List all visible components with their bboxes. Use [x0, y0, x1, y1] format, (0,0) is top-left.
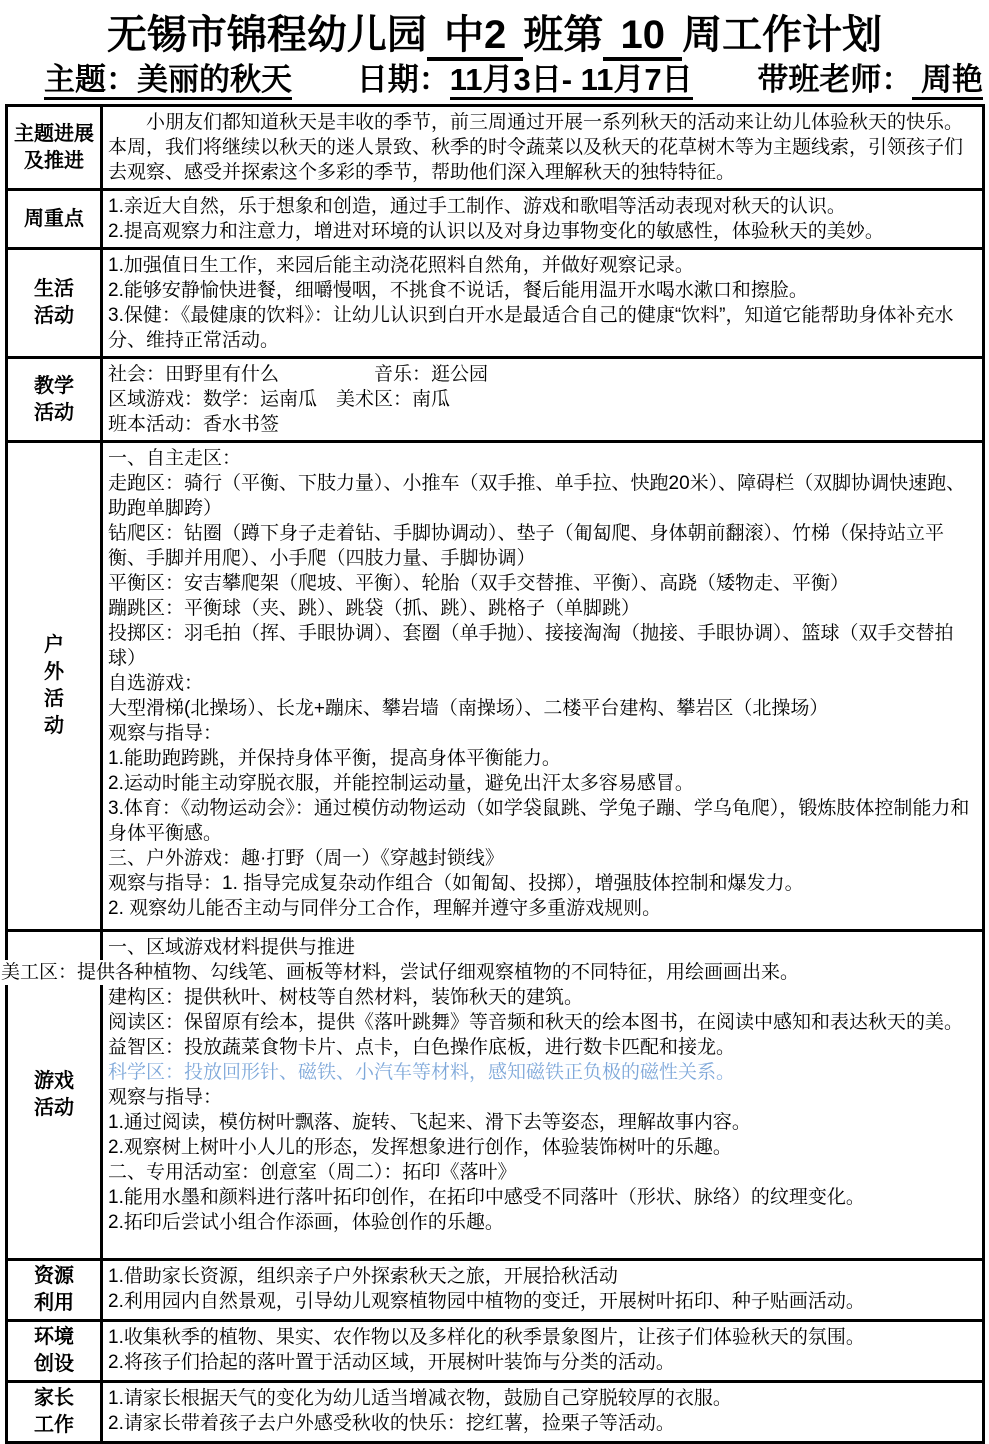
row-label-parents — [8, 1383, 103, 1441]
content-line: 2.观察树上树叶小人儿的形态，发挥想象进行创作，体验装饰树叶的乐趣。 — [108, 1137, 732, 1158]
row-label-week-focus — [8, 191, 103, 247]
table-row-game — [1, 929, 982, 1258]
underlined-text: 中2 — [427, 13, 523, 61]
content-line: 建构区：提供秋叶、树枝等自然材料，装饰秋天的建筑。 — [108, 987, 584, 1008]
row-content-game — [1, 932, 982, 1258]
row-content-environment — [103, 1322, 982, 1380]
content-line: 区域游戏：数学：运南瓜 美术区：南瓜 — [108, 389, 451, 410]
text-part: 班第 — [523, 13, 604, 57]
row-label-line: 家长 — [34, 1387, 74, 1409]
row-label-line: 外 — [44, 661, 64, 683]
content-line: 大型滑梯(北操场）、长龙+蹦床、攀岩墙（南操场）、二楼平台建构、攀岩区（北操场） — [108, 698, 829, 719]
text-part: 日期： — [356, 62, 450, 97]
row-label-line: 活动 — [34, 1097, 74, 1119]
row-label-teaching — [8, 359, 103, 440]
underlined-text: 周艳 — [912, 62, 983, 100]
content-line: 钻爬区：钻圈（蹲下身子走着钻、手脚协调动）、垫子（匍匐爬、身体朝前翻滚）、竹梯（保持站立平衡、手脚并用爬）、小手爬（四肢力量、手脚协调） — [108, 523, 945, 569]
content-line: 观察与指导：1. 指导完成复杂动作组合（如匍匐、投掷），增强肢体控制和爆发力。 — [108, 873, 804, 894]
row-label-theme-progress — [8, 107, 103, 188]
content-line: 1.借助家长资源，组织亲子户外探索秋天之旅，开展拾秋活动 — [108, 1266, 618, 1287]
row-content-week-focus — [103, 191, 982, 247]
row-content-teaching — [103, 359, 982, 440]
content-line: 1.请家长根据天气的变化为幼儿适当增减衣物，鼓励自己穿脱较厚的衣服。 — [108, 1388, 732, 1409]
content-line: 2.提高观察力和注意力，增进对环境的认识以及对身边事物变化的敏感性，体验秋天的美妙。 — [108, 221, 884, 242]
table-row-teaching — [8, 356, 982, 440]
plan-subtitle — [0, 60, 989, 102]
content-line: 一、自主走区： — [108, 448, 242, 469]
row-content-theme-progress — [103, 107, 982, 188]
content-line: 2. 观察幼儿能否主动与同伴分工合作，理解并遵守多重游戏规则。 — [108, 898, 662, 919]
content-line: 2.能够安静愉快进餐，细嚼慢咽，不挑食不说话，餐后能用温开水喝水漱口和擦脸。 — [108, 280, 808, 301]
row-label-line: 活动 — [34, 401, 74, 424]
content-line: 3.体育：《动物运动会》：通过模仿动物运动（如学袋鼠跳、学兔子蹦、学乌龟爬），锻炼肢体控制能力和身体平衡感。 — [108, 798, 970, 844]
row-label-line: 创设 — [34, 1353, 74, 1375]
row-label-line: 户 — [44, 634, 64, 656]
row-content-resources — [103, 1261, 982, 1319]
row-label-line: 环境 — [34, 1326, 74, 1348]
underlined-text: 10 — [603, 13, 682, 61]
subtitle-segment — [44, 60, 292, 100]
content-line: 2.请家长带着孩子去户外感受秋收的快乐：挖红薯，捡栗子等活动。 — [108, 1413, 675, 1434]
text-part: 周工作计划 — [682, 13, 883, 57]
table-row-parents — [8, 1380, 982, 1441]
content-line: 班本活动：香水书签 — [108, 414, 280, 435]
table-row-environment — [8, 1319, 982, 1380]
text-part: 带班老师： — [757, 62, 913, 97]
row-label-outdoor — [8, 443, 103, 929]
row-label-line: 资源 — [34, 1265, 74, 1287]
content-line: 社会：田野里有什么 音乐：逛公园 — [108, 364, 489, 385]
content-line: 2.利用园内自然景观，引导幼儿观察植物园中植物的变迁，开展树叶拓印、种子贴画活动。 — [108, 1291, 865, 1312]
row-label-line: 利用 — [34, 1292, 74, 1314]
table-row-week-focus — [8, 188, 982, 247]
page-title — [0, 10, 989, 60]
row-label-line: 及推进 — [24, 149, 84, 172]
row-label-environment — [8, 1322, 103, 1380]
underlined-text: 主题：美丽的秋天 — [44, 62, 292, 100]
row-label-daily-life — [8, 250, 103, 356]
plan-table — [1, 104, 985, 1444]
row-label-line: 生活 — [34, 278, 74, 300]
subtitle-segment — [757, 60, 983, 100]
table-row-theme-progress — [8, 107, 982, 188]
row-label-resources — [8, 1261, 103, 1319]
content-line: 小朋友们都知道秋天是丰收的季节，前三周通过开展一系列秋天的活动来让幼儿体验秋天的快乐。本周，我们将继续以秋天的迷人景致、秋季的时令蔬菜以及秋天的花草树木等为主题线索，引领孩子们去观察、感受并探索这个多彩的季节，帮助他们深入理解秋天的独特特征。 — [108, 112, 964, 183]
content-line: 2.将孩子们拾起的落叶置于活动区域，开展树叶装饰与分类的活动。 — [108, 1352, 675, 1373]
row-label-line: 教学 — [34, 374, 74, 397]
content-line: 观察与指导： — [108, 1087, 223, 1108]
content-line: 投掷区：羽毛拍（挥、手眼协调）、套圈（单手抛）、接接淘淘（抛接、手眼协调）、篮球（双手交替拍球） — [108, 623, 954, 669]
table-row-outdoor — [8, 440, 982, 929]
content-line: 1.能助跑跨跳，并保持身体平衡，提高身体平衡能力。 — [108, 748, 561, 769]
row-label-line: 动 — [44, 715, 64, 737]
row-content-outdoor — [103, 443, 982, 929]
row-content-daily-life — [103, 250, 982, 356]
content-line: 美工区：提供各种植物、勾线笔、画板等材料，尝试仔细观察植物的不同特征，用绘画画出来。 — [1, 960, 978, 985]
content-line: 蹦跳区：平衡球（夹、跳）、跳袋（抓、跳）、跳格子（单脚跳） — [108, 598, 641, 619]
row-label-line: 周重点 — [24, 207, 84, 230]
row-label-line: 主题进展 — [14, 122, 94, 145]
content-line: 3.保健：《最健康的饮料》：让幼儿认识到白开水是最适合自己的健康“饮料”，知道它能帮助身体补充水分、维持正常活动。 — [108, 305, 954, 351]
row-label-line: 游戏 — [34, 1070, 74, 1092]
underlined-text: 11月3日- 11月7日 — [450, 62, 693, 100]
content-line: 1.加强值日生工作，来园后能主动浇花照料自然角，并做好观察记录。 — [108, 255, 694, 276]
row-label-line: 工作 — [34, 1414, 74, 1436]
content-line: 一、区域游戏材料提供与推进 — [108, 937, 356, 958]
table-row-resources — [8, 1258, 982, 1319]
row-label-line: 活 — [44, 688, 64, 710]
content-line: 1.能用水墨和颜料进行落叶拓印创作，在拓印中感受不同落叶（形状、脉络）的纹理变化。 — [108, 1187, 865, 1208]
row-content-parents — [103, 1383, 982, 1441]
row-label-line: 活动 — [34, 305, 74, 327]
content-line: 1.收集秋季的植物、果实、农作物以及多样化的秋季景象图片，让孩子们体验秋天的氛围。 — [108, 1327, 865, 1348]
text-part: 无锡市锦程幼儿园 — [106, 13, 427, 57]
content-line: 2.拓印后尝试小组合作添画，体验创作的乐趣。 — [108, 1212, 504, 1233]
content-line: 1.通过阅读，模仿树叶飘落、旋转、飞起来、滑下去等姿态，理解故事内容。 — [108, 1112, 751, 1133]
content-line: 三、户外游戏：趣·打野（周一）《穿越封锁线》 — [108, 848, 504, 869]
content-line: 2.运动时能主动穿脱衣服，并能控制运动量，避免出汗太多容易感冒。 — [108, 773, 694, 794]
content-line: 阅读区：保留原有绘本，提供《落叶跳舞》等音频和秋天的绘本图书，在阅读中感知和表达秋天的美。 — [108, 1012, 964, 1033]
content-line: 1.亲近大自然，乐于想象和创造，通过手工制作、游戏和歌唱等活动表现对秋天的认识。 — [108, 196, 846, 217]
content-line: 益智区：投放蔬菜食物卡片、点卡，白色操作底板，进行数卡匹配和接龙。 — [108, 1037, 736, 1058]
content-line: 平衡区：安吉攀爬架（爬坡、平衡）、轮胎（双手交替推、平衡）、高跷（矮物走、平衡） — [108, 573, 850, 594]
content-line: 走跑区：骑行（平衡、下肢力量）、小推车（双手推、单手拉、快跑20米）、障碍栏（双脚协调快速跑、助跑单脚跨） — [108, 473, 966, 519]
content-line: 二、专用活动室：创意室（周二）：拓印《落叶》 — [108, 1162, 517, 1183]
subtitle-segment — [357, 60, 693, 100]
table-row-daily-life — [8, 247, 982, 356]
content-line: 科学区：投放回形针、磁铁、小汽车等材料，感知磁铁正负极的磁性关系。 — [108, 1062, 736, 1083]
content-line: 自选游戏： — [108, 673, 204, 694]
content-line: 观察与指导： — [108, 723, 223, 744]
